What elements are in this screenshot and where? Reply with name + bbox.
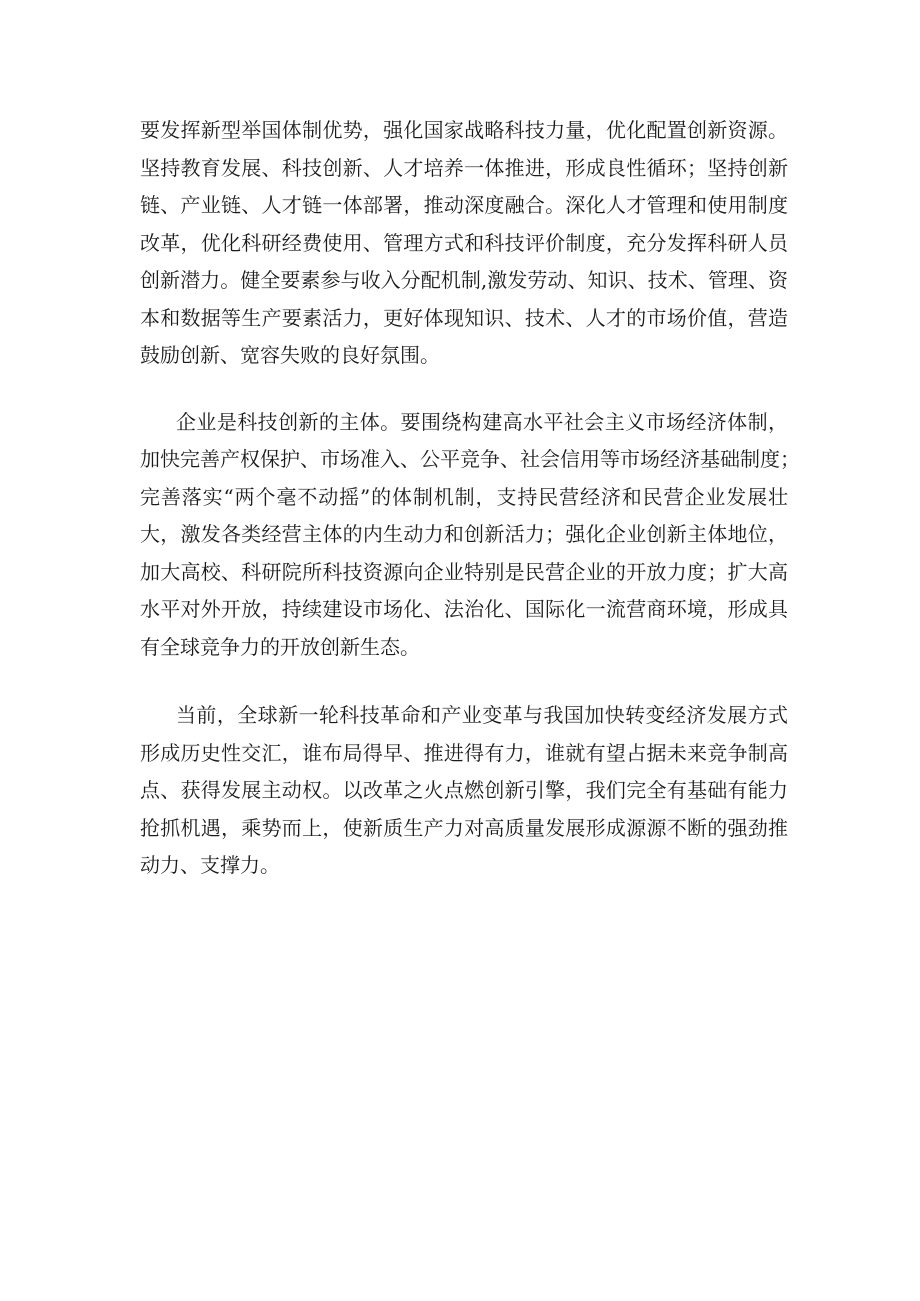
text-line: 企业是科技创新的主体。要围绕构建高水平社会主义市场经济体制， (176, 409, 788, 434)
paragraph-1 (140, 112, 788, 375)
text-line: 坚持教育发展、科技创新、人才培养一体推进，形成良性循环；坚持创新 (140, 155, 788, 180)
paragraph-spacer (140, 666, 788, 697)
text-line: 有全球竞争力的开放创新生态。 (140, 634, 420, 659)
text-line: 抢抓机遇，乘势而上，使新质生产力对高质量发展形成源源不断的强劲推 (140, 815, 788, 840)
paragraph-3 (140, 697, 788, 885)
text-line: 改革，优化科研经费使用、管理方式和科技评价制度，充分发挥科研人员 (140, 230, 788, 255)
text-line: 加大高校、科研院所科技资源向企业特别是民营企业的开放力度；扩大高 (140, 559, 788, 584)
text-line: 水平对外开放，持续建设市场化、法治化、国际化一流营商环境，形成具 (140, 597, 788, 621)
text-line: 鼓励创新、宽容失败的良好氛围。 (140, 343, 440, 367)
text-line: 大，激发各类经营主体的内生动力和创新活力；强化企业创新主体地位， (140, 522, 788, 546)
text-line: 要发挥新型举国体制优势，强化国家战略科技力量，优化配置创新资源。 (140, 118, 788, 142)
text-line: 形成历史性交汇，谁布局得早、推进得有力，谁就有望占据未来竞争制高 (140, 740, 788, 765)
text-line: 链、产业链、人才链一体部署，推动深度融合。深化人才管理和使用制度 (140, 193, 788, 217)
document-body (140, 112, 800, 885)
paragraph-spacer (140, 375, 788, 404)
text-line: 本和数据等生产要素活力，更好体现知识、技术、人才的市场价值，营造 (140, 305, 788, 330)
text-line: 创新潜力。健全要素参与收入分配机制,激发劳动、知识、技术、管理、资 (140, 268, 788, 292)
text-line: 完善落实“两个毫不动摇”的体制机制，支持民营经济和民营企业发展壮 (140, 484, 788, 509)
text-line: 动力、支撑力。 (140, 853, 280, 877)
paragraph-2 (140, 404, 800, 667)
text-line: 点、获得发展主动权。以改革之火点燃创新引擎，我们完全有基础有能力 (140, 778, 788, 802)
text-line: 加快完善产权保护、市场准入、公平竞争、社会信用等市场经济基础制度； (140, 447, 800, 471)
text-line: 当前，全球新一轮科技革命和产业变革与我国加快转变经济发展方式 (176, 703, 788, 727)
